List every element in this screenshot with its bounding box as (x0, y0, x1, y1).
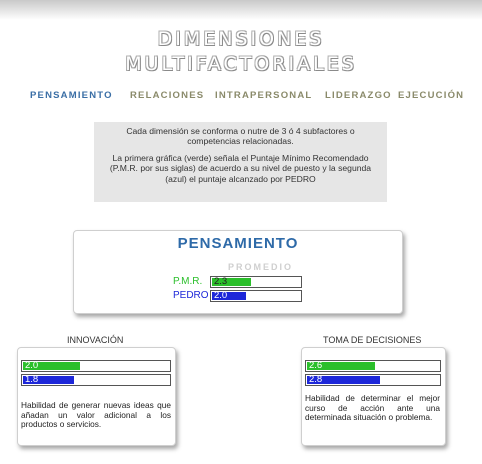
pmr-label: P.M.R. (173, 276, 203, 287)
subfactor-title-innovacion: INNOVACIÓN (67, 335, 124, 345)
main-pedro-track (210, 290, 302, 302)
dimension-nav (0, 90, 482, 106)
main-dimension-card (73, 230, 403, 314)
dimension-title: PENSAMIENTO (177, 235, 299, 252)
main-pmr-value: 2.3 (214, 276, 228, 287)
page-title-line2: MULTIFACTORIALES (125, 53, 357, 75)
toma-decisiones-pedro-track (305, 374, 441, 386)
info-paragraph-1: Cada dimensión se conforma o nutre de 3 ó 4 subfactores o competencias relacionadas. (126, 126, 355, 147)
info-paragraph-2: La primera gráfica (verde) señala el Puntaje Mínimo Recomendado (P.M.R. por sus siglas) de acuerdo a su nivel de puesto y la segunda (azul) el puntaje alcanzado por PEDRO (109, 152, 372, 184)
innovacion-pedro-track (21, 374, 171, 386)
toma-decisiones-pedro-value: 2.8 (309, 374, 323, 385)
info-box (94, 122, 387, 202)
innovacion-pmr-track (21, 360, 171, 372)
subfactor-title-toma-decisiones: TOMA DE DECISIONES (323, 335, 422, 345)
innovacion-pmr-value: 2.0 (25, 360, 39, 371)
subfactor-card-toma-decisiones (301, 347, 446, 446)
tab-intrapersonal[interactable]: INTRAPERSONAL (215, 90, 313, 101)
toma-decisiones-pmr-track (305, 360, 441, 372)
pedro-label: PEDRO (173, 290, 209, 301)
top-gradient-bar (0, 0, 482, 20)
tab-ejecucion[interactable]: EJECUCIÓN (398, 90, 465, 101)
promedio-label: PROMEDIO (228, 262, 294, 272)
tab-liderazgo[interactable]: LIDERAZGO (325, 90, 392, 101)
toma-decisiones-description: Habilidad de determinar el mejor curso de acción ante una determinada situación o problema. (305, 393, 440, 423)
main-pmr-track (210, 276, 302, 288)
innovacion-pedro-value: 1.8 (25, 374, 39, 385)
page-title-line1: DIMENSIONES (157, 28, 325, 50)
subfactor-card-innovacion (17, 347, 176, 446)
innovacion-description: Habilidad de generar nuevas ideas que añadan un valor adicional a los productos o servicios. (21, 400, 171, 430)
tab-relaciones[interactable]: RELACIONES (130, 90, 205, 101)
tab-pensamiento[interactable]: PENSAMIENTO (30, 90, 113, 101)
toma-decisiones-pmr-value: 2.6 (309, 360, 323, 371)
main-pedro-value: 2.0 (214, 290, 228, 301)
